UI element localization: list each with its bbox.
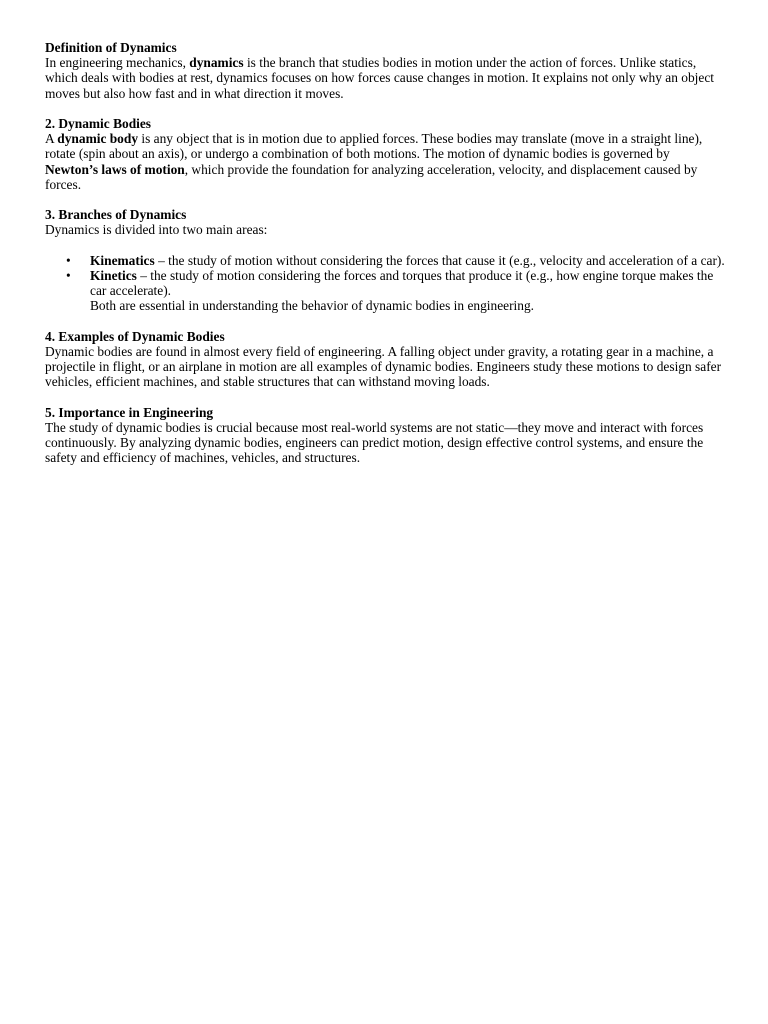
paragraph-text: In engineering mechanics, [45, 55, 190, 71]
section-paragraph: The study of dynamic bodies is crucial because most real-world systems are not static—they move and interact with forces continuously. By analyzing dynamic bodies, engineers can predict motion, design effective control systems, and ensure the safety and efficiency of machines, vehicles, and structures. [45, 420, 704, 466]
list-item [45, 268, 725, 298]
bold-term: dynamic body [57, 131, 139, 147]
section-heading: Definition of Dynamics [45, 40, 177, 55]
section-heading: 4. Examples of Dynamic Bodies [45, 328, 225, 344]
section-dynamic-bodies [45, 116, 725, 192]
section-heading: 2. Dynamic Bodies [45, 116, 152, 131]
bold-term: dynamics [189, 55, 244, 71]
list-item-text: – the study of motion without considering the forces that cause it (e.g., velocity and acceleration of a car). [154, 252, 725, 268]
section-heading: 5. Importance in Engineering [45, 404, 214, 420]
list-item-text: – the study of motion considering the forces and torques that produce it (e.g., how engine torque makes the car accelerate). [90, 268, 714, 299]
paragraph-text: is any object that is in motion due to applied forces. These bodies may translate (move in a straight line), rotate (spin about an axis), or undergo a combination of both motions. The motion of dynamic bodies is governed by [45, 131, 703, 162]
paragraph-text: , which provide the foundation for analyzing acceleration, velocity, and displacement caused by forces. [45, 161, 698, 192]
paragraph-text: A [45, 131, 58, 147]
section-branches [45, 207, 725, 313]
list-followup-text: Both are essential in understanding the behavior of dynamic bodies in engineering. [90, 298, 535, 314]
bullet-icon: • [66, 252, 71, 268]
bullet-list [45, 253, 725, 299]
paragraph-text: is the branch that studies bodies in motion under the action of forces. Unlike statics, which deals with bodies at rest, dynamics focuses on how forces cause changes in motion. It explains not only why an object moves but also how fast and in what direction it moves. [45, 55, 715, 101]
section-paragraph [45, 131, 725, 192]
section-definition [45, 40, 725, 101]
section-examples [45, 329, 725, 390]
section-heading: 3. Branches of Dynamics [45, 207, 187, 223]
section-intro: Dynamics is divided into two main areas: [45, 222, 268, 238]
bold-term: Kinetics [90, 268, 137, 283]
bullet-icon: • [66, 268, 71, 283]
document-page [45, 40, 725, 481]
bold-term: Newton’s laws of motion [45, 161, 185, 177]
section-paragraph: Dynamic bodies are found in almost every field of engineering. A falling object under gravity, a rotating gear in a machine, a projectile in flight, or an airplane in motion are all examples of dynamic bodies. Engineers study these motions to design safer vehicles, efficient machines, and stable structures that can withstand moving loads. [45, 344, 722, 390]
list-item [45, 253, 725, 268]
section-importance [45, 405, 725, 466]
section-paragraph [45, 55, 725, 101]
bold-term: Kinematics [90, 252, 155, 268]
